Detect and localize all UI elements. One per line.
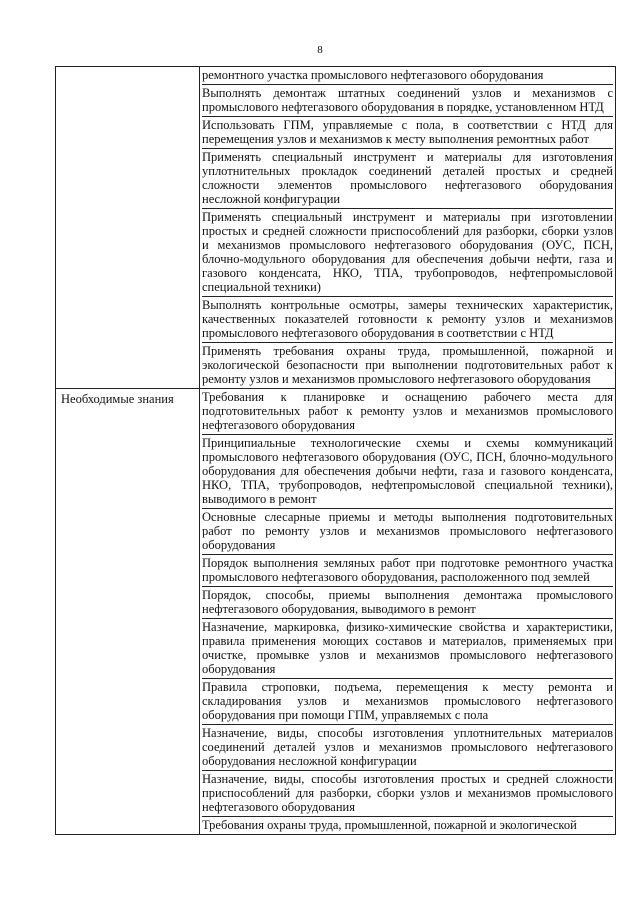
- skill-item: Выполнять демонтаж штатных соединений узлов и механизмов с промыслового нефтегазового оборудования в порядке, установленном НТД: [202, 85, 613, 117]
- page-number: 8: [317, 44, 323, 56]
- competency-table: [55, 66, 616, 835]
- skill-item: Выполнять контрольные осмотры, замеры технических характеристик, качественных показателей готовности к ремонту узлов и механизмов промыслового нефтегазового оборудования в соответствии с НТД: [202, 297, 613, 343]
- table-row-skills: [56, 67, 616, 389]
- knowledge-item: Правила строповки, подъема, перемещения к месту ремонта и складирования узлов и механизмов промыслового нефтегазового оборудования при помощи ГПМ, управляемых с пола: [202, 679, 613, 725]
- knowledge-item: Порядок выполнения земляных работ при подготовке ремонтного участка промыслового нефтегазового оборудования, расположенного под землей: [202, 555, 613, 587]
- skill-item: Применять требования охраны труда, промышленной, пожарной и экологической безопасности при выполнении подготовительных работ к ремонту узлов и механизмов промыслового нефтегазового оборудования: [202, 344, 613, 386]
- section-label-skills: [56, 67, 200, 389]
- section-label-knowledge: Необходимые знания: [56, 389, 200, 835]
- knowledge-item: Назначение, виды, способы изготовления простых и средней сложности приспособлений для разборки, сборки узлов и механизмов промыслового нефтегазового оборудования: [202, 771, 613, 817]
- knowledge-item: Основные слесарные приемы и методы выполнения подготовительных работ по ремонту узлов и механизмов промыслового нефтегазового оборудования: [202, 509, 613, 555]
- knowledge-item: Требования охраны труда, промышленной, пожарной и экологической: [202, 818, 577, 832]
- knowledge-item: Принципиальные технологические схемы и схемы коммуникаций промыслового нефтегазового оборудования (ОУС, ПСН, блочно-модульного оборудования для обеспечения добычи нефти, газа и газового конденсата, НКО, ТПА, трубопроводов, нефтепромысловой специальной техники), выводимого в ремонт: [202, 435, 613, 509]
- knowledge-item: Назначение, виды, способы изготовления уплотнительных материалов соединений деталей узлов и механизмов промыслового нефтегазового оборудования несложной конфигурации: [202, 725, 613, 771]
- skill-item: Использовать ГПМ, управляемые с пола, в соответствии с НТД для перемещения узлов и механизмов к месту выполнения ремонтных работ: [202, 117, 613, 149]
- table-row-knowledge: [56, 389, 616, 835]
- knowledge-item: Назначение, маркировка, физико-химические свойства и характеристики, правила применения моющих составов и материалов, применяемых при очистке, промывке узлов и механизмов промыслового нефтегазового оборудования: [202, 619, 613, 679]
- skill-item: Применять специальный инструмент и материалы при изготовлении простых и средней сложности приспособлений для разборки, сборки узлов и механизмов промыслового нефтегазового оборудования (ОУС, ПСН, блочно-модульного оборудования для обеспечения добычи нефти, газа и газового конденсата, НКО, ТПА, трубопроводов, нефтепромысловой специальной техники): [202, 209, 613, 297]
- knowledge-item: Требования к планировке и оснащению рабочего места для подготовительных работ к ремонту узлов и механизмов промыслового нефтегазового оборудования: [202, 389, 613, 435]
- skill-item: Применять специальный инструмент и материалы для изготовления уплотнительных прокладок соединений деталей простых и средней сложности элементов промыслового нефтегазового оборудования несложной конфигурации: [202, 149, 613, 209]
- skill-item: ремонтного участка промыслового нефтегазового оборудования: [202, 67, 613, 85]
- knowledge-cell: [200, 389, 616, 835]
- skills-cell: [200, 67, 616, 389]
- knowledge-item: Порядок, способы, приемы выполнения демонтажа промыслового нефтегазового оборудования, выводимого в ремонт: [202, 587, 613, 619]
